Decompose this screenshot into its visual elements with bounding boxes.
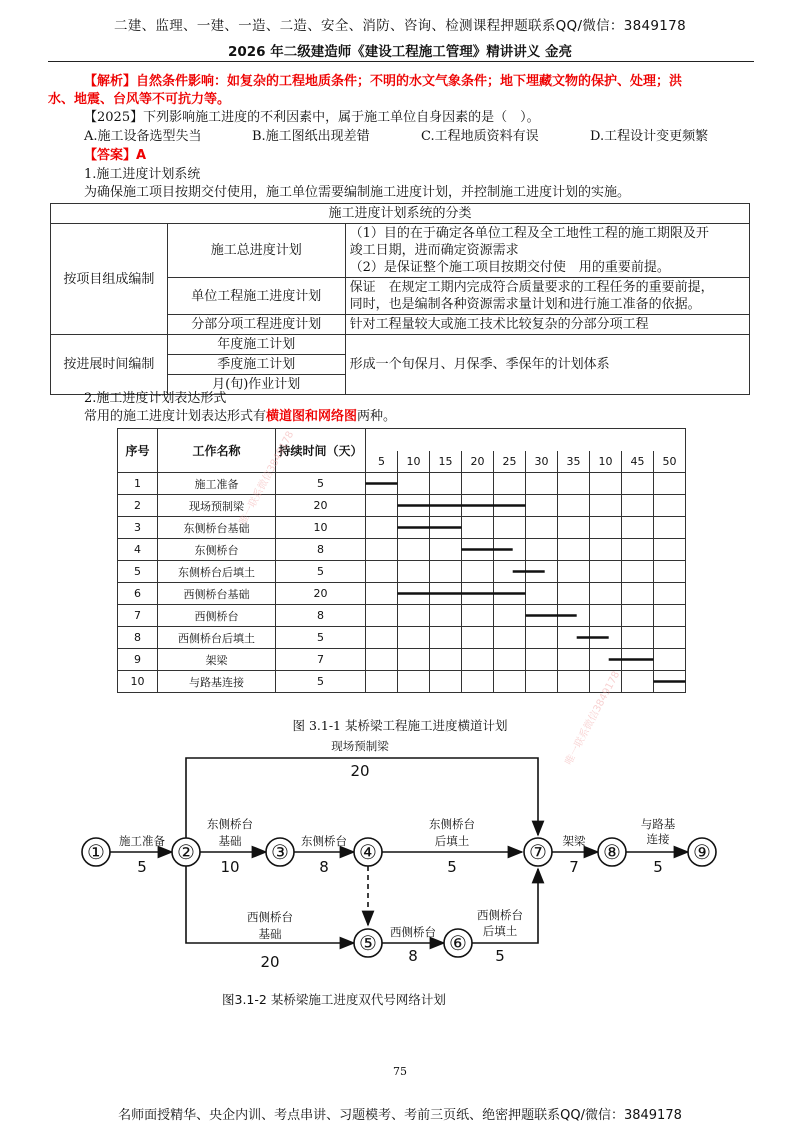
- plan-row-desc: 形成一个旬保月、月保季、季保年的计划体系: [345, 335, 749, 395]
- gantt-header-name: 工作名称: [158, 429, 276, 473]
- section1-title: 1.施工进度计划系统: [84, 167, 201, 182]
- header-line-2: 2026 年二级建造师《建设工程施工管理》精讲讲义 金亮: [228, 44, 572, 60]
- gantt-cell-duration: 10: [276, 517, 366, 539]
- option-d: D.工程设计变更频繁: [590, 129, 709, 144]
- option-a: A.施工设备选型失当: [84, 129, 202, 144]
- gantt-tick-label: 10: [590, 451, 622, 473]
- watermark-text: 唯一联系微信3849178: [563, 669, 623, 768]
- act-label: 后填土: [434, 834, 470, 848]
- node-5-label: ⑤: [359, 931, 377, 955]
- gantt-bars: [117, 428, 687, 698]
- act-label: 东侧桥台: [207, 817, 253, 831]
- gantt-tick-label: 20: [462, 451, 494, 473]
- gantt-caption: 图 3.1-1 某桥梁工程施工进度横道计划: [292, 718, 508, 733]
- gantt-tick-label: 25: [494, 451, 526, 473]
- gantt-header-duration: 持续时间（天）: [276, 429, 366, 473]
- plan-desc-line: （2）是保证整个施工项目按期交付使 用的重要前提。: [349, 260, 670, 275]
- gantt-header-no: 序号: [118, 429, 158, 473]
- act-label: 基础: [218, 834, 242, 848]
- gantt-cell-duration: 7: [276, 649, 366, 671]
- act-duration: 5: [137, 858, 147, 876]
- plan-row-desc: [345, 278, 749, 315]
- plan-row-desc: [345, 224, 749, 278]
- node-9-label: ⑨: [693, 840, 711, 864]
- intro-suffix: 两种。: [357, 409, 397, 424]
- act-label: 现场预制梁: [331, 739, 389, 753]
- gantt-cell-duration: 5: [276, 561, 366, 583]
- network-diagram: [60, 735, 760, 995]
- gantt-cell-no: 2: [118, 495, 158, 517]
- plan-group-1: 按项目组成编制: [51, 224, 168, 335]
- act-label: 东侧桥台: [429, 817, 475, 831]
- gantt-cell-duration: 5: [276, 473, 366, 495]
- plan-desc-line: （1）目的在于确定各单位工程及全工地性工程的施工期限及开: [349, 226, 709, 241]
- gantt-cell-no: 1: [118, 473, 158, 495]
- plan-system-table: [50, 203, 750, 395]
- plan-row-name: 施工总进度计划: [167, 224, 345, 278]
- gantt-chart: [117, 428, 686, 693]
- intro-prefix: 常用的施工进度计划表达形式有: [84, 409, 267, 424]
- gantt-cell-no: 10: [118, 671, 158, 693]
- gantt-cell-no: 6: [118, 583, 158, 605]
- act-label: 西侧桥台: [390, 925, 436, 939]
- node-1-label: ①: [87, 840, 105, 864]
- gantt-cell-name: 西侧桥台: [158, 605, 276, 627]
- gantt-tick-label: 5: [366, 451, 398, 473]
- act-label: 与路基: [640, 817, 676, 831]
- act-label: 西侧桥台: [477, 908, 523, 922]
- question-stem: 【2025】下列影响施工进度的不利因素中，属于施工单位自身因素的是（ ）。: [84, 110, 540, 125]
- act-duration: 20: [260, 953, 280, 971]
- act-duration: 20: [350, 762, 370, 780]
- plan-table-caption: 施工进度计划系统的分类: [51, 204, 750, 224]
- intro-highlight: 横道图和网络图: [266, 409, 358, 424]
- option-b: B.施工图纸出现差错: [252, 129, 370, 144]
- act-duration: 5: [495, 947, 505, 965]
- gantt-cell-name: 施工准备: [158, 473, 276, 495]
- plan-row-desc: 针对工程量较大或施工技术比较复杂的分部分项工程: [345, 315, 749, 335]
- act-duration: 8: [408, 947, 418, 965]
- plan-row-name: 单位工程施工进度计划: [167, 278, 345, 315]
- act-duration: 8: [319, 858, 329, 876]
- gantt-cell-duration: 8: [276, 539, 366, 561]
- gantt-cell-no: 3: [118, 517, 158, 539]
- gantt-cell-duration: 8: [276, 605, 366, 627]
- act-label: 基础: [258, 927, 282, 941]
- gantt-cell-name: 东侧桥台后填土: [158, 561, 276, 583]
- plan-desc-line: 竣工日期，进而确定资源需求: [349, 243, 519, 258]
- gantt-cell-duration: 5: [276, 627, 366, 649]
- gantt-cell-no: 8: [118, 627, 158, 649]
- gantt-cell-name: 东侧桥台: [158, 539, 276, 561]
- option-c: C.工程地质资料有误: [421, 129, 539, 144]
- act-label: 架梁: [562, 834, 586, 848]
- node-3-label: ③: [271, 840, 289, 864]
- node-7-label: ⑦: [529, 840, 547, 864]
- network-caption: 图3.1-2 某桥梁施工进度双代号网络计划: [222, 992, 446, 1007]
- gantt-cell-no: 4: [118, 539, 158, 561]
- gantt-cell-no: 9: [118, 649, 158, 671]
- section1-intro: 为确保施工项目按期交付使用，施工单位需要编制施工进度计划，并控制施工进度计划的实施。: [84, 185, 631, 200]
- answer: 【答案】A: [84, 148, 147, 163]
- section2-intro: [84, 408, 396, 426]
- act-duration: 7: [569, 858, 579, 876]
- header-divider: [48, 61, 754, 62]
- gantt-cell-name: 与路基连接: [158, 671, 276, 693]
- gantt-cell-name: 架梁: [158, 649, 276, 671]
- gantt-tick-label: 35: [558, 451, 590, 473]
- gantt-tick-label: 45: [622, 451, 654, 473]
- analysis-text-2: 水、地震、台风等不可抗力等。: [48, 92, 231, 107]
- gantt-cell-no: 7: [118, 605, 158, 627]
- gantt-cell-duration: 5: [276, 671, 366, 693]
- plan-desc-line: 同时，也是编制各种资源需求量计划和进行施工准备的依据。: [349, 297, 701, 312]
- watermark-text: 唯一联系微信3849178: [237, 429, 297, 528]
- plan-row-name: 分部分项工程进度计划: [167, 315, 345, 335]
- gantt-cell-name: 西侧桥台后填土: [158, 627, 276, 649]
- act-label: 连接: [646, 832, 670, 846]
- gantt-cell-duration: 20: [276, 495, 366, 517]
- plan-row-name: 月(旬)作业计划: [167, 375, 345, 395]
- gantt-cell-no: 5: [118, 561, 158, 583]
- section2-title: 2.施工进度计划表达形式: [84, 391, 227, 406]
- plan-desc-line: 保证 在规定工期内完成符合质量要求的工程任务的重要前提，: [349, 280, 714, 295]
- gantt-tick-label: 15: [430, 451, 462, 473]
- node-6-label: ⑥: [449, 931, 467, 955]
- gantt-tick-label: 30: [526, 451, 558, 473]
- gantt-cell-name: 东侧桥台基础: [158, 517, 276, 539]
- header-line-1: 二建、监理、一建、一造、二造、安全、消防、咨询、检测课程押题联系QQ/微信：3849178: [114, 18, 686, 34]
- gantt-cell-name: 西侧桥台基础: [158, 583, 276, 605]
- act-label: 后填土: [482, 924, 518, 938]
- node-2-label: ②: [177, 840, 195, 864]
- page-number: 75: [393, 1065, 407, 1078]
- gantt-tick-label: 10: [398, 451, 430, 473]
- analysis-text: 【解析】自然条件影响：如复杂的工程地质条件；不明的水文气象条件；地下埋藏文物的保护、处理；洪: [84, 74, 683, 89]
- plan-group-2: 按进展时间编制: [51, 335, 168, 395]
- gantt-cell-name: 现场预制梁: [158, 495, 276, 517]
- plan-row-name: 年度施工计划: [167, 335, 345, 355]
- act-label: 东侧桥台: [301, 834, 347, 848]
- gantt-cell-duration: 20: [276, 583, 366, 605]
- act-duration: 5: [653, 858, 663, 876]
- node-8-label: ⑧: [603, 840, 621, 864]
- act-duration: 10: [220, 858, 240, 876]
- act-label: 西侧桥台: [247, 910, 293, 924]
- act-label: 施工准备: [119, 834, 165, 848]
- plan-row-name: 季度施工计划: [167, 355, 345, 375]
- node-4-label: ④: [359, 840, 377, 864]
- act-duration: 5: [447, 858, 457, 876]
- footer-text: 名师面授精华、央企内训、考点串讲、习题模考、考前三页纸、绝密押题联系QQ/微信：3849178: [118, 1108, 682, 1123]
- gantt-tick-label: 50: [654, 451, 686, 473]
